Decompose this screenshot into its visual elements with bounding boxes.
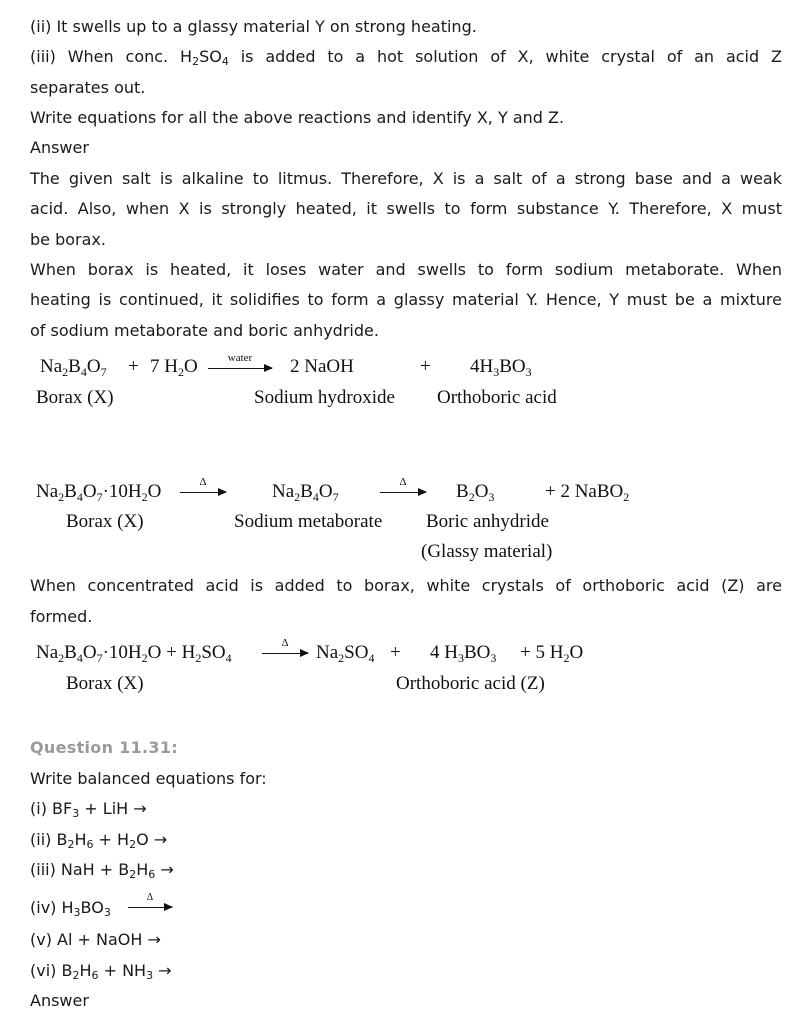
- equation-borax-hydrolysis: $Na_2B_4O_7$ + 7 $H_2O$ water 2 NaOH + $4H_3BO_3$ Borax (X) Sodium hydroxide Orthoboric acid: [36, 352, 557, 408]
- text-line: Write equations for all the above reactions and identify X, Y and Z.: [30, 108, 565, 127]
- text-line: (iii) When conc. $H_2SO_4$ is added to a hot solution of X, white crystal of an acid Z: [30, 47, 782, 68]
- arrow-icon: water: [208, 368, 272, 369]
- text-line: formed.: [30, 607, 93, 626]
- list-item: (v) Al + NaOH →: [30, 930, 161, 949]
- text-line: be borax.: [30, 230, 106, 249]
- text-line: heating is continued, it solidifies to form a glassy material Y. Hence, Y must be a mixture: [30, 290, 782, 309]
- answer-label: Answer: [30, 138, 89, 157]
- text-line: acid. Also, when X is strongly heated, it swells to form substance Y. Therefore, X must: [30, 199, 782, 218]
- answer-label: Answer: [30, 991, 89, 1010]
- text-line: The given salt is alkaline to litmus. Therefore, X is a salt of a strong base and a weak: [30, 169, 782, 188]
- text-line: When concentrated acid is added to borax, white crystals of orthoboric acid (Z) are: [30, 576, 782, 595]
- arrow-icon: Δ: [262, 653, 308, 654]
- question-heading: Question 11.31:: [30, 738, 178, 757]
- list-item: (ii) $B_2H_6 + H_2O$ →: [30, 830, 168, 851]
- text-line: (ii) It swells up to a glassy material Y on strong heating.: [30, 17, 477, 36]
- equation-borax-heating: $Na_2B_4O_7\cdot 10H_2O$ Δ $Na_2B_4O_7$ Δ $B_2O_3$ + 2 NaBO$_2$ Borax (X) Sodium metaborate Boric anhydride (Glassy material): [36, 476, 630, 562]
- text-line: Write balanced equations for:: [30, 769, 267, 788]
- text-line: of sodium metaborate and boric anhydride.: [30, 321, 379, 340]
- text-line: When borax is heated, it loses water and swells to form sodium metaborate. When: [30, 260, 782, 279]
- list-item: (iv) $H_3BO_3$ Δ: [30, 893, 782, 923]
- arrow-icon: Δ: [380, 492, 426, 493]
- arrow-icon: Δ: [128, 907, 172, 908]
- list-item: (i) $BF_3$ + LiH →: [30, 799, 147, 820]
- list-item: (iii) NaH + $B_2H_6$ →: [30, 860, 174, 881]
- text-line: separates out.: [30, 78, 146, 97]
- arrow-icon: Δ: [180, 492, 226, 493]
- list-item: (vi) $B_2H_6 + NH_3$ →: [30, 961, 172, 982]
- equation-borax-acid: $Na_2B_4O_7\cdot 10H_2O + H_2SO_4$ Δ $Na_2SO_4$ + 4 $H_3BO_3$ + 5 $H_2O$ Borax (X) Orthoboric acid (Z): [36, 637, 584, 694]
